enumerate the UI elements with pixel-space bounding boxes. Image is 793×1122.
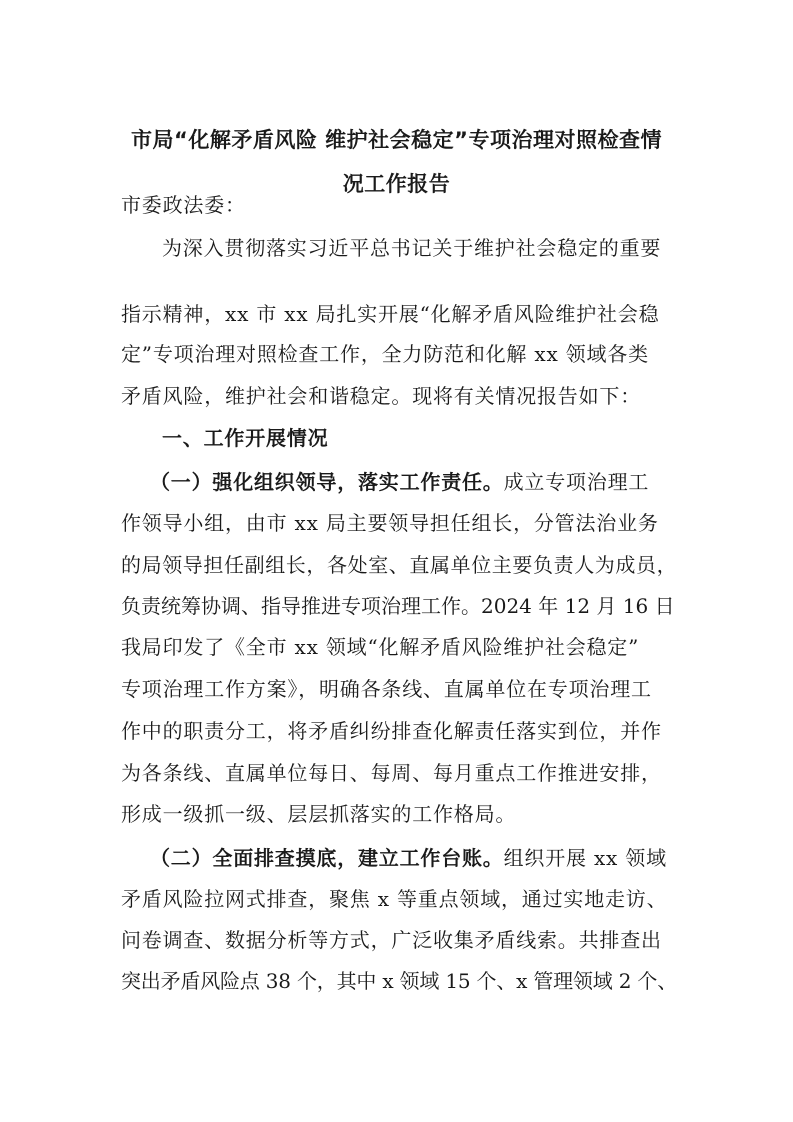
sub1-first-line xyxy=(150,470,649,494)
sub1-first-line-rest: 成立专项治理工 xyxy=(503,470,650,494)
intro-line-2: 指示精神，xx 市 xx 局扎实开展“化解矛盾风险维护社会稳 xyxy=(121,302,660,326)
sub1-line-4: 负责统筹协调、指导推进专项治理工作。2024 年 12 月 16 日 xyxy=(121,594,675,618)
sub1-line-2: 作领导小组，由市 xx 局主要领导担任组长，分管法治业务 xyxy=(121,511,659,535)
section-1-heading: 一、工作开展情况 xyxy=(162,426,329,450)
sub1-line-6: 专项治理工作方案》，明确各条线、直属单位在专项治理工 xyxy=(121,677,652,701)
sub2-line-2: 矛盾风险拉网式排查，聚焦 x 等重点领域，通过实地走访、 xyxy=(121,887,668,911)
intro-line-1: 为深入贯彻落实习近平总书记关于维护社会稳定的重要 xyxy=(162,236,662,260)
sub2-first-line-rest: 组织开展 xx 领域 xyxy=(503,846,667,870)
sub1-line-5: 我局印发了《全市 xx 领域“化解矛盾风险维护社会稳定” xyxy=(121,635,640,659)
salutation: 市委政法委： xyxy=(121,193,246,217)
sub2-line-3: 问卷调查、数据分析等方式，广泛收集矛盾线索。共排查出 xyxy=(121,928,662,952)
sub1-line-9: 形成一级抓一级、层层抓落实的工作格局。 xyxy=(121,802,517,826)
intro-line-3: 定”专项治理对照检查工作，全力防范和化解 xx 领域各类 xyxy=(121,342,649,366)
sub2-heading: （二）全面排查摸底，建立工作台账。 xyxy=(150,846,504,870)
title-line-2: 况工作报告 xyxy=(342,172,451,196)
title-line-1: 市局“化解矛盾风险 维护社会稳定”专项治理对照检查情 xyxy=(131,128,662,152)
sub2-first-line xyxy=(150,846,667,870)
sub1-line-3: 的局领导担任副组长，各处室、直属单位主要负责人为成员， xyxy=(121,553,678,577)
sub1-heading: （一）强化组织领导，落实工作责任。 xyxy=(150,470,504,494)
intro-line-4: 矛盾风险，维护社会和谐稳定。现将有关情况报告如下： xyxy=(121,384,641,408)
sub2-line-4: 突出矛盾风险点 38 个，其中 x 领域 15 个、x 管理领域 2 个、 xyxy=(121,969,677,993)
sub1-line-8: 为各条线、直属单位每日、每周、每月重点工作推进安排， xyxy=(121,761,662,785)
sub1-line-7: 作中的职责分工，将矛盾纠纷排查化解责任落实到位，并作 xyxy=(121,719,662,743)
